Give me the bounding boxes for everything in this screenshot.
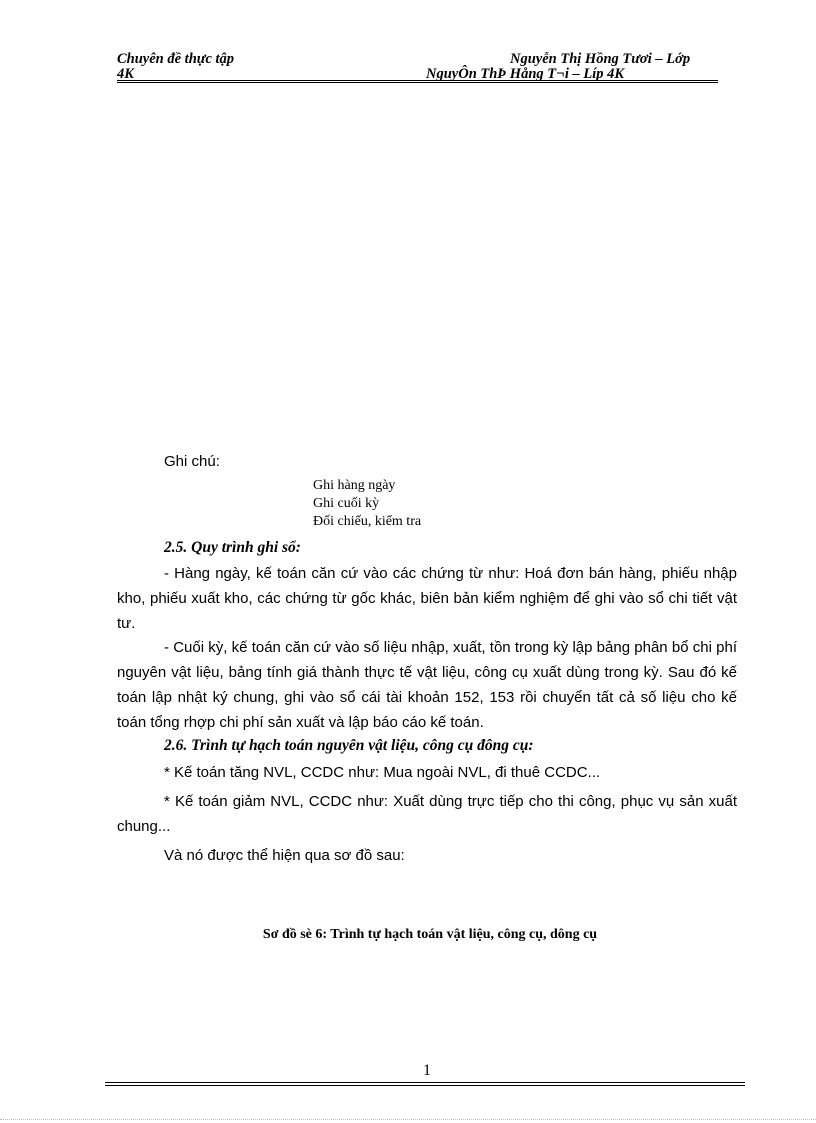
- paragraph-period-end-recording: - Cuối kỳ, kế toán căn cứ vào số liệu nhập, xuất, tồn trong kỳ lập bảng phân bổ chi phí nguyên vật liệu, bảng tính giá thành thực tế vật liệu, công cụ xuất dùng trong kỳ. Sau đó kế toán lập nhật ký chung, ghi vào sổ cái tài khoản 152, 153 rồi chuyển tất cả số liệu cho kế toán tổng rhợp chi phí sản xuất và lập báo cáo kế toán.: [117, 639, 737, 731]
- section-heading-2-5: 2.5. Quy trình ghi sổ:: [164, 539, 301, 556]
- header-left-title: Chuyên đề thực tập: [117, 51, 235, 67]
- page-edge: [0, 1119, 816, 1120]
- paragraph-diagram-intro: Và nó được thể hiện qua sơ đồ sau:: [164, 847, 405, 864]
- header-author-garbled: NguyÔn ThÞ Hång T¬i – Líp 4K: [426, 66, 625, 82]
- paragraph-increase: * Kế toán tăng NVL, CCDC như: Mua ngoài NVL, đi thuê CCDC...: [164, 764, 601, 781]
- section-heading-2-6: 2.6. Trình tự hạch toán nguyên vật liệu, công cụ đông cụ:: [164, 737, 534, 754]
- page-number: 1: [423, 1062, 431, 1079]
- footer-rule: [105, 1082, 745, 1086]
- paragraph-daily-recording: - Hàng ngày, kế toán căn cứ vào các chứng từ như: Hoá đơn bán hàng, phiếu nhập kho, phiếu xuất kho, các chứng từ gốc khác, biên bản kiểm nghiệm để ghi vào sổ chi tiết vật tư.: [117, 565, 737, 632]
- legend-label: Ghi chú:: [164, 453, 220, 470]
- legend-item-period-end: Ghi cuối kỳ: [313, 496, 380, 511]
- header-author: Nguyễn Thị Hồng Tươi – Lớp: [510, 51, 691, 67]
- legend-item-daily: Ghi hàng ngày: [313, 478, 396, 493]
- header-rule: [117, 80, 718, 83]
- header-author-wrap: 4K: [117, 66, 134, 82]
- legend-item-reconcile: Đối chiếu, kiểm tra: [313, 514, 422, 529]
- diagram-title: Sơ đồ sè 6: Trình tự hạch toán vật liệu, công cụ, dông cụ: [262, 927, 598, 942]
- paragraph-decrease: * Kế toán giảm NVL, CCDC như: Xuất dùng trực tiếp cho thi công, phục vụ sản xuất chung...: [117, 793, 737, 835]
